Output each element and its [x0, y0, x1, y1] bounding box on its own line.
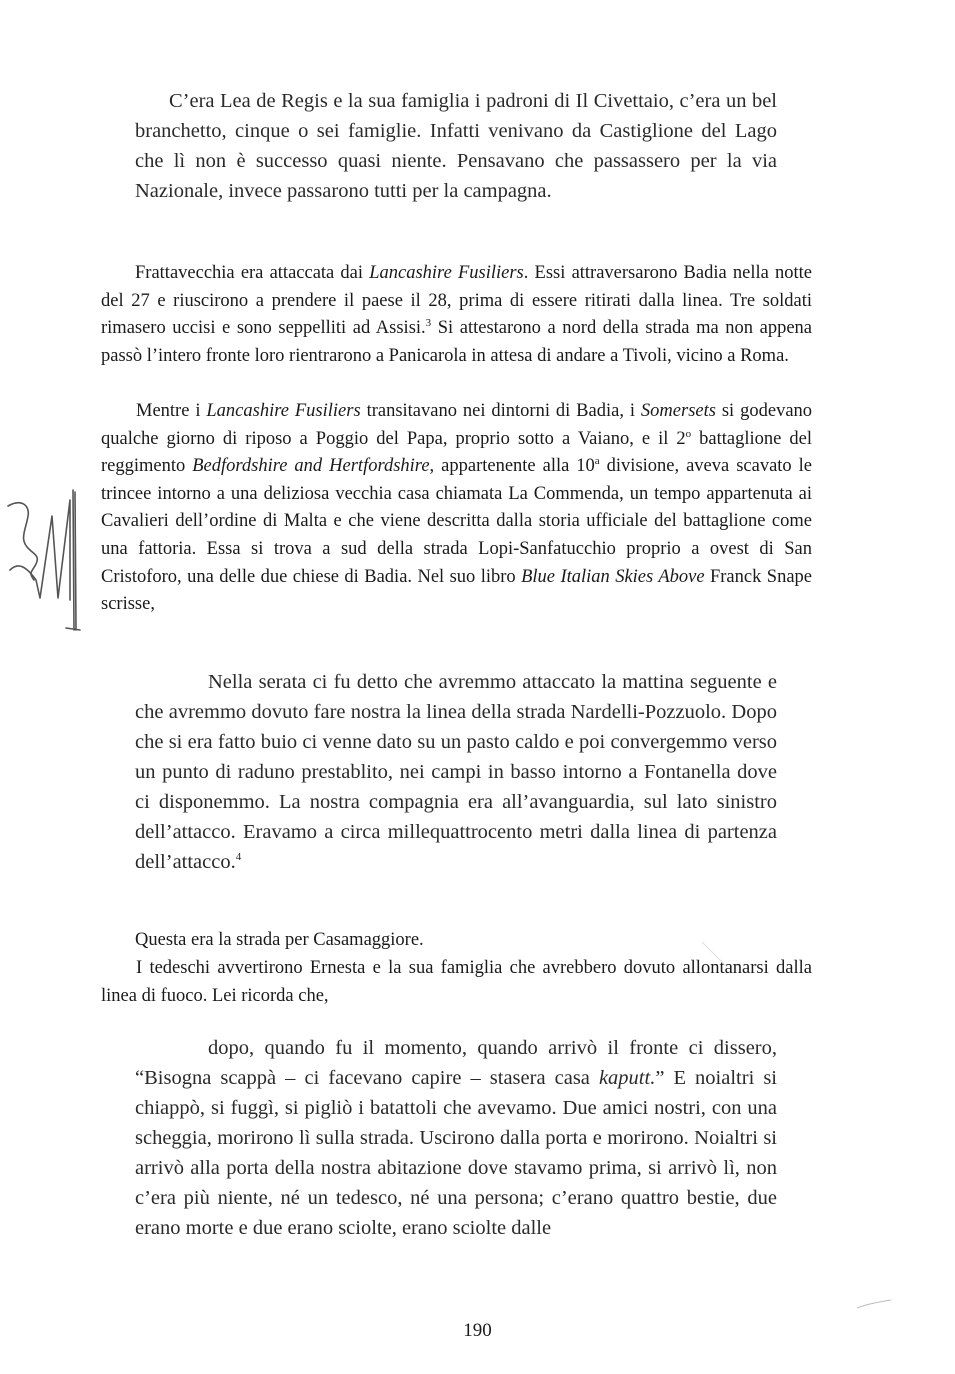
paragraph-casamaggiore: Questa era la strada per Casamaggiore. [135, 930, 424, 950]
footnote-ref-4: 4 [235, 851, 242, 864]
paragraph-ernesta: I tedeschi avvertirono Ernesta e la sua famiglia che avrebbero dovuto allontanarsi dalla linea di fuoco. Lei ricorda che, [101, 958, 812, 1006]
book-title: Blue Italian Skies Above [521, 566, 705, 587]
blockquote-snape: Nella serata ci fu detto che avremmo attaccato la mattina seguente e che avremmo dovuto fare nostra la linea della strada Nardelli-Pozzuolo. Dopo che si era fatto buio ci venne dato su un pasto caldo e poi convergemmo verso un punto di raduno prestablito, nei campi in basso intorno a Fontanella dove ci disponemmo. La nostra compagnia era all’avanguardia, sul lato sinistro dell’attacco. Eravamo a circa millequattrocento metri dalla linea di partenza dell’attacco.$^4$ [135, 671, 777, 873]
handwritten-margin-mark-icon [0, 480, 100, 640]
paragraph-commenda: Mentre i Lancashire Fusiliers transitavano nei dintorni di Badia, i Somersets si godevano qualche giorno di riposo a Poggio del Papa, proprio sotto a Vaiano, e il 2$^o$ battaglione del reggimento Bedfordshire and Hertfordshire, appartenente alla 10$^a$ divisione, aveva scavato le trincee intorno a una deliziosa vecchia casa chiamata La Commenda, un tempo appartenuta ai Cavalieri dell’ordine di Malta e che viene descritta dalla storia ufficiale del battaglione come una fattoria. Essa si trova a sud della strada Lopi-Sanfatucchio proprio a ovest di San Cristoforo, una delle due chiese di Badia. Nel suo libro Blue Italian Skies Above Franck Snape scrisse, [101, 401, 813, 615]
paragraph-frattavecchia: Frattavecchia era attaccata dai Lancashire Fusiliers. Essi attraversarono Badia nella notte del 27 e riuscirono a prendere il paese il 28, prima di essere ritirati dalla linea. Tre soldati rimasero uccisi e sono seppelliti ad Assisi.$^3$ Si attestarono a nord della strada ma non appena passò l’intero fronte loro rientrarono a Panicarola in attesa di andare a Tivoli, vicino a Roma. [101, 263, 812, 366]
blockquote-ernesta: dopo, quando fu il momento, quando arrivò il fronte ci dissero, “Bisogna scappà – ci facevano capire – stasera casa kaputt.” E noialtri si chiappò, si fuggì, si pigliò i batattoli che avevamo. Due amici nostri, con una scheggia, morirono lì sulla strada. Uscirono dalla porta e morirono. Noialtri si arrivò alla porta della nostra abitazione dove stavamo prima, si arrivò lì, non c’era più niente, né un tedesco, né una persona; c’erano quattro bestie, due erano morte e due erano sciolte, erano sciolte dalle [135, 1037, 777, 1239]
scan-artifact-icon [700, 940, 730, 970]
scan-artifact-icon [855, 1298, 895, 1312]
unit-name-lancashire: Lancashire Fusiliers [369, 263, 524, 283]
footnote-ref-3: 3 [425, 317, 432, 330]
paragraph-civettaio: C’era Lea de Regis e la sua famiglia i padroni di Il Civettaio, c’era un bel branchetto, cinque o sei famiglie. Infatti venivano da Castiglione del Lago che lì non è successo quasi niente. Pensavano che passassero per la via Nazionale, invece passarono tutti per la campagna. [135, 90, 777, 202]
page-number: 190 [463, 1320, 492, 1341]
